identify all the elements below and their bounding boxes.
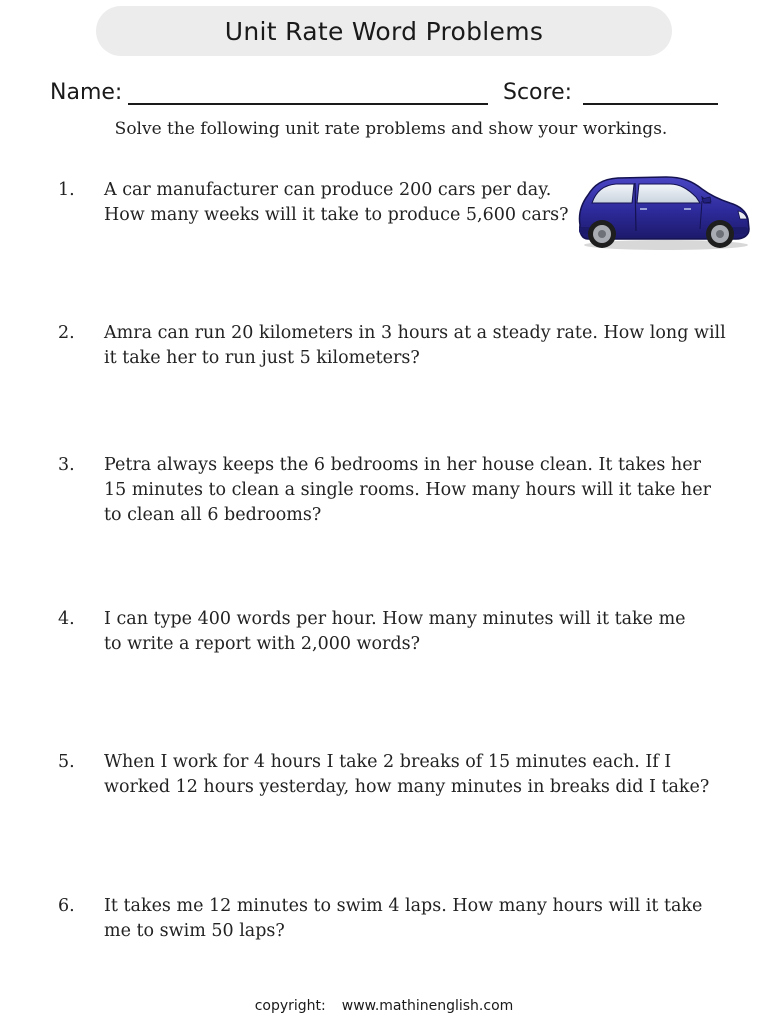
problem-text (104, 750, 709, 800)
problem-number: 1. (58, 180, 75, 200)
problem-text (104, 894, 709, 944)
problem-line: to write a report with 2,000 words? (104, 634, 420, 654)
copyright-site: www.mathinenglish.com (341, 998, 514, 1014)
problem-number: 4. (58, 609, 75, 629)
problem-text (104, 453, 709, 528)
problem-line: Amra can run 20 kilometers in 3 hours at a steady rate. How long will (104, 323, 726, 343)
problem-line: It takes me 12 minutes to swim 4 laps. How many hours will it take (104, 896, 703, 916)
problem-line: worked 12 hours yesterday, how many minutes in breaks did I take? (104, 777, 710, 797)
copyright-label: copyright: (254, 998, 326, 1014)
copyright-footer (0, 998, 768, 1014)
problem-number: 5. (58, 752, 75, 772)
instructions: Solve the following unit rate problems and show your workings. (114, 119, 668, 139)
problem-number: 2. (58, 323, 75, 343)
problem-line: When I work for 4 hours I take 2 breaks of 15 minutes each. If I (104, 752, 672, 772)
title-banner (96, 6, 672, 56)
problem-line: How many weeks will it take to produce 5,600 cars? (104, 205, 569, 225)
name-answer-line (128, 103, 488, 105)
problem-line: Petra always keeps the 6 bedrooms in her house clean. It takes her (104, 455, 701, 475)
problem-number: 3. (58, 455, 75, 475)
car-icon (574, 173, 752, 253)
problem-text (104, 607, 709, 657)
name-score-row (0, 78, 768, 110)
problem-line: I can type 400 words per hour. How many minutes will it take me (104, 609, 686, 629)
name-label: Name: (50, 80, 123, 105)
page-title: Unit Rate Word Problems (224, 16, 544, 46)
problem-line: it take her to run just 5 kilometers? (104, 348, 420, 368)
score-answer-line (583, 103, 718, 105)
problem-number: 6. (58, 896, 75, 916)
problem-line: to clean all 6 bedrooms? (104, 505, 322, 525)
problem-text (104, 321, 726, 371)
score-label: Score: (503, 80, 573, 105)
problem-line: me to swim 50 laps? (104, 921, 285, 941)
problem-line: A car manufacturer can produce 200 cars per day. (104, 180, 552, 200)
problem-line: 15 minutes to clean a single rooms. How many hours will it take her (104, 480, 711, 500)
